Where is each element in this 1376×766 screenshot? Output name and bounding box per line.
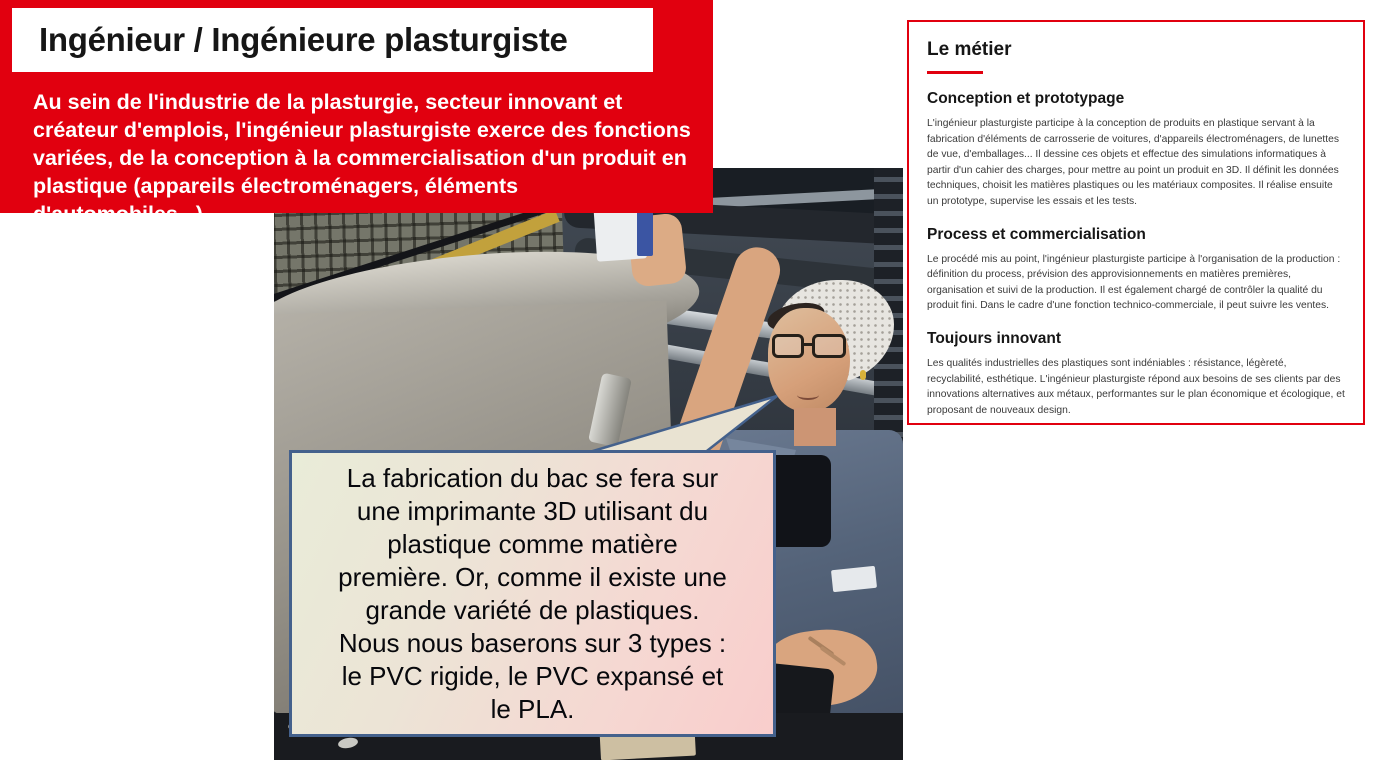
photo-smile [797,390,819,400]
photo-glasses [772,334,804,358]
section-body: Le procédé mis au point, l'ingénieur plasturgiste participe à l'organisation de la production : définition du process, prévision des approvisionnements en matières premières, organisation et suivi de la production. Il est également chargé de contrôler la qualité du produit fini. Dans le cadre d'une fonction technico-commerciale, il peut suivre les ventes. [927,253,1341,312]
section-heading: Toujours innovant [927,329,1062,347]
job-title-box [12,8,653,72]
photo-coat-pocket [831,566,877,592]
speech-bubble-tail [575,392,787,456]
section-body: Les qualités industrielles des plastiques sont indéniables : résistance, légèreté, recyclabilité, esthétique. L'ingénieur plasturgiste répond aux besoins de ses clients par des innovations alternatives aux métaux, performantes sur le plan économique et écologique, et proposant de nouveaux design. [927,357,1345,416]
photo-glasses-bridge [803,343,813,346]
job-intro-text: Au sein de l'industrie de la plasturgie, secteur innovant et créateur d'emplois, l'ingénieur plasturgiste exerce des fonctions variées, de la conception à la commercialisation d'un produit en plastique (appareils électroménagers, éléments d'automobiles...). [33,90,691,226]
photo-earring [860,370,866,380]
section-body: L'ingénieur plasturgiste participe à la conception de produits en plastique servant à la fabrication d'éléments de carrosserie de voitures, d'appareils électroménagers, de lunettes de vue, d'emballages... Il dessine ces objets et effectue des simulations informatiques à partir d'un cahier des charges, pour mettre au point un produit en 3D. Il définit les données techniques, choisit les matières plastiques ou les matériaux composites. Il réalise ensuite un prototype, supervise les essais et les tests. [927,118,1340,207]
speech-bubble-line: plastique comme matière [387,529,678,559]
photo-glasses [812,334,846,358]
speech-bubble-line: grande variété de plastiques. [365,595,700,625]
page-title: Ingénieur / Ingénieure plasturgiste [39,21,568,58]
job-title-banner [0,0,713,226]
speech-bubble [289,450,776,737]
panel-section-process [927,226,1345,314]
section-heading: Conception et prototypage [927,90,1125,107]
panel-section-innovant [927,330,1345,418]
speech-bubble-line: Nous nous baserons sur 3 types : [338,628,727,658]
speech-bubble-line: première. Or, comme il existe une [338,562,727,592]
panel-title: Le métier [927,39,1012,60]
speech-bubble-line: le PVC rigide, le PVC expansé et [341,661,724,691]
speech-bubble-line: une imprimante 3D utilisant du [356,496,709,526]
speech-bubble-line: La fabrication du bac se fera sur [346,463,719,493]
panel-section-conception [927,90,1345,210]
section-heading: Process et commercialisation [927,225,1146,243]
metier-panel [907,20,1365,425]
photo-neck [794,408,836,446]
speech-bubble-line: le PLA. [490,694,575,724]
red-underline [927,71,983,74]
